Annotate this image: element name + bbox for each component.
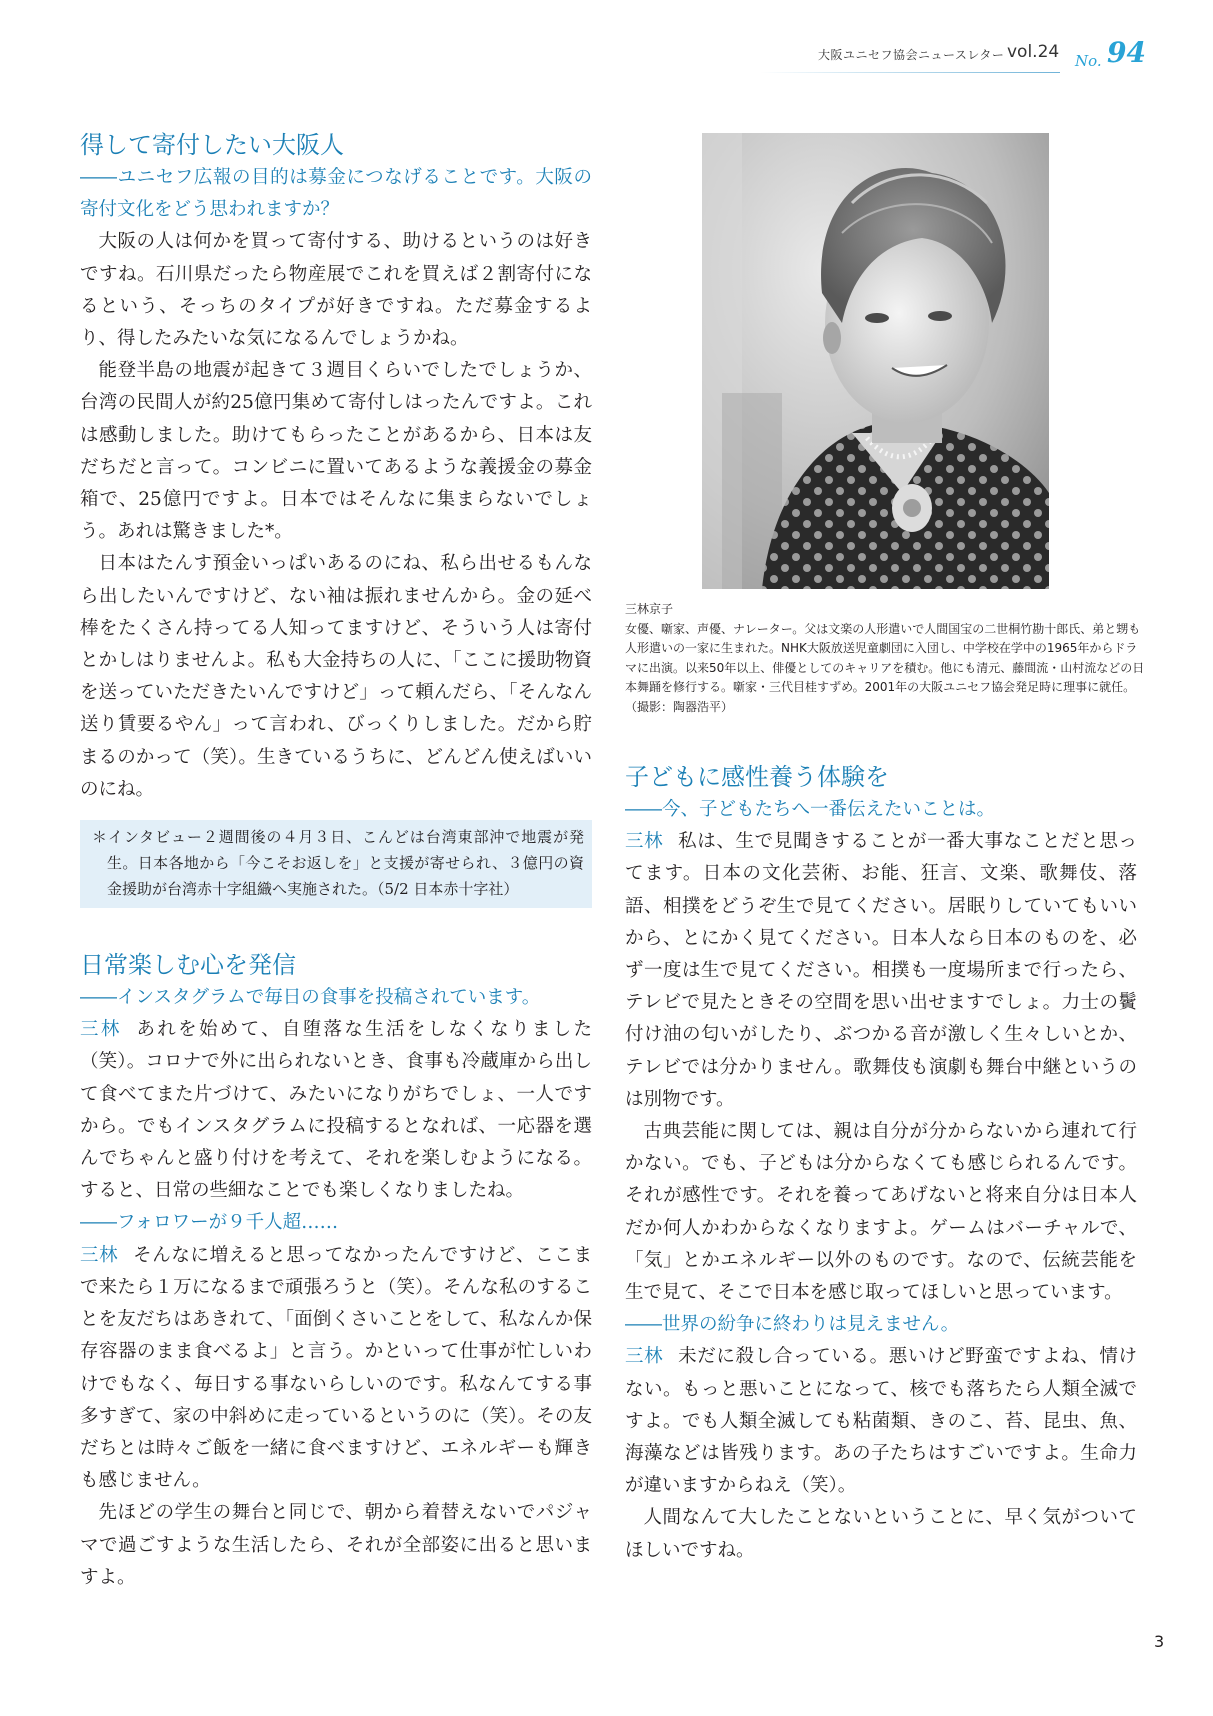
volume-label: vol.24 (1007, 42, 1060, 62)
speaker-name: 三林 (80, 1244, 119, 1266)
interview-question: ――ユニセフ広報の目的は募金につなげることです。大阪の寄付文化をどう思われますか？ (80, 167, 592, 221)
issue-no-label: No. (1075, 52, 1102, 70)
interview-question: ――インスタグラムで毎日の食事を投稿されています。 (80, 987, 541, 1009)
speaker-name: 三林 (625, 1346, 664, 1368)
answer-text: 私は、生で見聞きすることが一番大事なことだと思ってます。日本の文化芸術、お能、狂言、文楽、歌舞伎、落語、相撲をどうぞ生で見てください。居眠りしていてもいいから、とにかく見てください。日本人なら日本のものを、必ず一度は生で見てください。相撲も一度場所まで行ったら、テレビで見たときその空間を思い出せますでしょ。力士の鬢付け油の匂いがしたり、ぶつかる音が激しく生々しいとか、テレビでは分かりません。歌舞伎も演劇も舞台中継というのは別物です。 (625, 831, 1137, 1110)
caption-bio: 女優、噺家、声優、ナレーター。父は文楽の人形遣いで人間国宝の二世桐竹勘十郎氏、弟と甥も人形遣いの一家に生まれた。NHK大阪放送児童劇団に入団し、中学校在学中の1965年からドラマに出演。以来50年以上、俳優としてのキャリアを積む。他にも清元、藤間流・山村流などの日本舞踊を修行する。噺家・三代目桂すずめ。2001年の大阪ユニセフ協会発足時に理事に就任。（撮影：陶器浩平） (625, 621, 1145, 714)
answer-text: そんなに増えると思ってなかったんですけど、ここまで来たら１万になるまで頑張ろうと（笑）。そんな私のすることを友だちはあきれて、「面倒くさいことをして、私なんか保存容器のまま食べるよ」と言う。かといって仕事が忙しいわけでもなく、毎日する事ないらしいのです。私なんてする事多すぎて、家の中斜めに走っているというのに（笑）。その友だちとは時々ご飯を一緒に食べますけど、エネルギーも輝きも感じません。 (80, 1244, 592, 1492)
left-column (80, 128, 592, 1594)
newsletter-header (760, 36, 1146, 78)
answer-paragraph (625, 826, 1137, 1116)
answer-paragraph (625, 1341, 1137, 1502)
answer-paragraph (80, 1240, 592, 1498)
answer-paragraph (80, 1014, 592, 1207)
answer-text: 未だに殺し合っている。悪いけど野蛮ですよね、情けない。もっと悪いことになって、核でも落ちたら人類全滅ですよ。でも人類全滅しても粘菌類、きのこ、苔、昆虫、魚、海藻などは皆残ります。あの子たちはすごいですよ。生命力が違いますからねえ（笑）。 (625, 1346, 1137, 1497)
caption-name: 三林京子 (625, 602, 674, 616)
paragraph: 人間なんて大したことないということに、早く気がついてほしいですね。 (625, 1507, 1137, 1561)
paragraph: 日本はたんす預金いっぱいあるのにね、私ら出せるもんなら出したいんですけど、ない袖は振れませんから。金の延べ棒をたくさん持ってる人知ってますけど、そういう人は寄付とかしはりませんよ。私も大金持ちの人に、「ここに援助物資を送っていただきたいんですけど」って頼んだら、「そんなん送り賃要るやん」って言われ、びっくりしました。だから貯まるのかって（笑）。生きているうちに、どんどん使えばいいのにね。 (80, 553, 592, 800)
right-column (625, 760, 1137, 1567)
interview-question: ――世界の紛争に終わりは見えません。 (625, 1314, 960, 1336)
paragraph: 先ほどの学生の舞台と同じで、朝から着替えないでパジャマで過ごすような生活したら、それが全部姿に出ると思いますよ。 (80, 1502, 592, 1588)
header-rule (760, 72, 1060, 73)
footnote-box (80, 820, 592, 908)
portrait-photo (702, 133, 1049, 589)
answer-text: あれを始めて、自堕落な生活をしなくなりました（笑）。コロナで外に出られないとき、食事も冷蔵庫から出して食べてまた片づけて、みたいになりがちでしょ、一人ですから。でもインスタグラムに投稿するとなれば、一応器を選んでちゃんと盛り付けを考えて、それを楽しむようになる。すると、日常の些細なことでも楽しくなりましたね。 (80, 1019, 592, 1202)
paragraph: 大阪の人は何かを買って寄付する、助けるというのは好きですね。石川県だったら物産展でこれを買えば２割寄付になるという、そっちのタイプが好きですね。ただ募金するより、得したみたいな気になるんでしょうかね。 (80, 231, 592, 350)
speaker-name: 三林 (625, 831, 664, 853)
paragraph: 能登半島の地震が起きて３週目くらいでしたでしょうか、台湾の民間人が約25億円集めて寄付しはったんですよ。これは感動しました。助けてもらったことがあるから、日本は友だちだと言って。コンビニに置いてあるような義援金の募金箱で、25億円ですよ。日本ではそんなに集まらないでしょう。あれは驚きました*。 (80, 360, 592, 543)
section-heading-children: 子どもに感性養う体験を (625, 763, 889, 791)
interview-question: ――今、子どもたちへ一番伝えたいことは。 (625, 799, 996, 820)
section-heading-daily-life: 日常楽しむ心を発信 (80, 951, 296, 980)
issue-number: 94 (1107, 36, 1146, 69)
portrait-image (702, 133, 1049, 589)
paragraph: 古典芸能に関しては、親は自分が分からないから連れて行かない。でも、子どもは分からなくても感じられるんです。それが感性です。それを養ってあげないと将来自分は日本人だか何人かわからなくなりますよ。ゲームはバーチャルで、「気」とかエネルギー以外のものです。なので、伝統芸能を生で見て、そこで日本を感じ取ってほしいと思っています。 (625, 1121, 1137, 1304)
photo-caption (625, 600, 1145, 717)
section-heading-donation: 得して寄付したい大阪人 (80, 131, 344, 159)
speaker-name: 三林 (80, 1019, 122, 1041)
newsletter-title: 大阪ユニセフ協会ニュースレター (818, 48, 1005, 62)
footnote-text: ＊インタビュー２週間後の４月３日、こんどは台湾東部沖で地震が発生。日本各地から「今こそお返しを」と支援が寄せられ、３億円の資金援助が台湾赤十字組織へ実施された。（5/2 日本赤十字社） (92, 828, 584, 899)
interview-question: ――フォロワーが９千人超…… (80, 1212, 339, 1234)
page-number: 3 (1154, 1632, 1165, 1651)
